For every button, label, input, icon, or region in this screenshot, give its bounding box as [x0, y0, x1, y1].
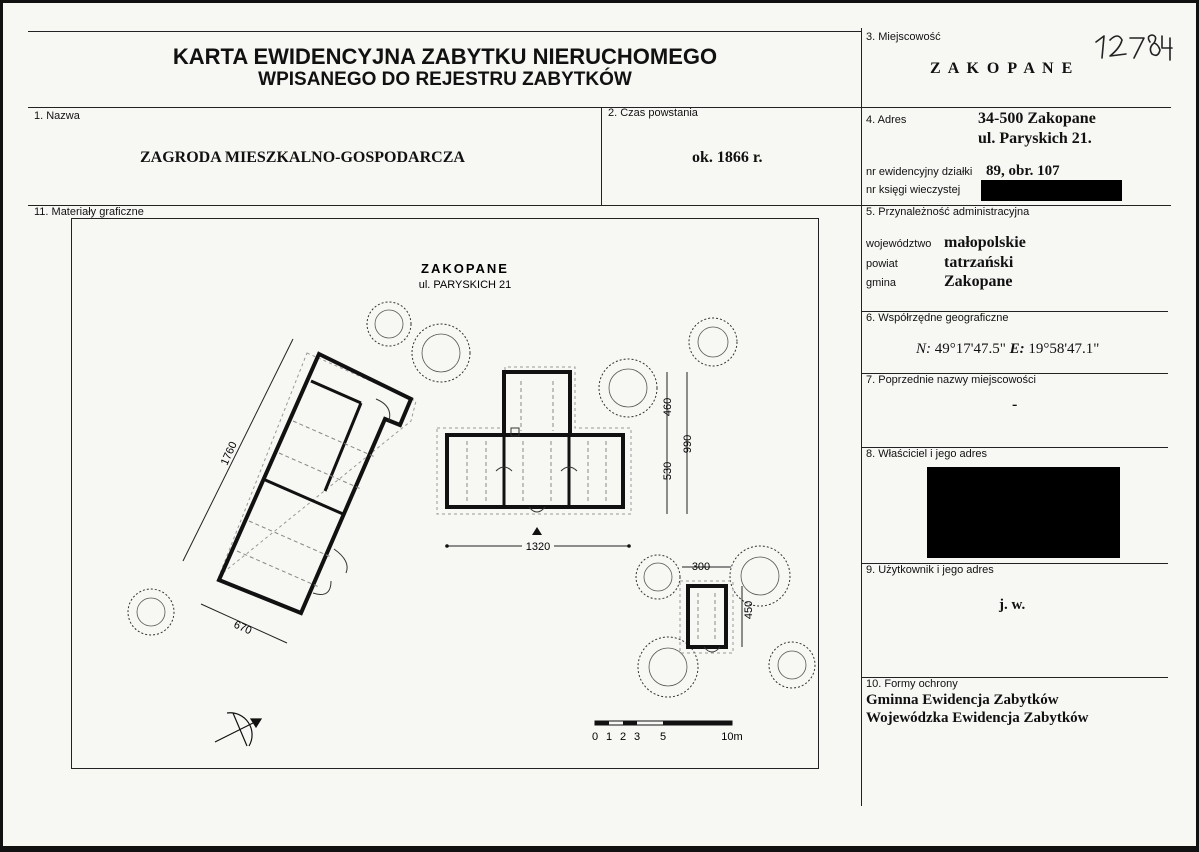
tree-icon [730, 546, 790, 606]
scale-label-1: 1 [605, 731, 613, 743]
tree-icon [636, 555, 680, 599]
field-label-wspolrzedne: 6. Współrzędne geograficzne [866, 312, 1009, 324]
field-label-wlasciciel: 8. Właściciel i jego adres [866, 448, 988, 460]
scale-label-0: 0 [591, 731, 599, 743]
plan-street-name: ul. PARYSKICH 21 [418, 279, 512, 291]
field-value-formy-1: Gminna Ewidencja Zabytków [866, 692, 1059, 708]
field-value-dzialka: 89, obr. 107 [986, 163, 1060, 179]
divider-name-date [601, 107, 602, 205]
coord-e-value: 19°58'47.1" [1028, 341, 1100, 357]
coord-e-label: E: [1009, 341, 1025, 357]
coord-n-value: 49°17'47.5" [934, 341, 1006, 357]
field-label-formy: 10. Formy ochrony [866, 678, 958, 690]
field-value-poprzednie: - [1012, 396, 1018, 413]
field-label-materialy: 11. Materiały graficzne [34, 206, 144, 218]
tree-icon [412, 324, 470, 382]
dim-label-530: 530 [662, 461, 674, 481]
field-label-wojewodztwo: województwo [866, 238, 932, 250]
dim-label-670: 670 [231, 618, 254, 638]
field-value-formy-2: Wojewódzka Ewidencja Zabytków [866, 710, 1089, 726]
dim-label-1320: 1320 [525, 541, 551, 553]
tree-icon [367, 302, 411, 346]
rule-after-title [28, 107, 1171, 108]
coord-n-label: N: [916, 341, 931, 357]
field-value-nazwa: ZAGRODA MIESZKALNO-GOSPODARCZA [140, 149, 465, 166]
tree-icon [689, 318, 737, 366]
document-title: KARTA EWIDENCYJNA ZABYTKU NIERUCHOMEGO [172, 44, 718, 69]
site-plan [71, 218, 819, 769]
field-value-adres-1: 34-500 Zakopane [978, 110, 1096, 127]
top-rule [28, 31, 862, 32]
scale-label-5: 5 [659, 731, 667, 743]
tree-icon [769, 642, 815, 688]
catalog-number-handwritten [1092, 30, 1174, 62]
redaction-ksiega [981, 180, 1122, 201]
dim-label-460: 460 [662, 397, 674, 417]
field-value-miejscowosc: Z A K O P A N E [930, 60, 1075, 77]
field-label-czas: 2. Czas powstania [608, 107, 698, 119]
field-value-uzytkownik: j. w. [999, 597, 1026, 613]
field-value-powiat: tatrzański [944, 254, 1014, 271]
field-label-ksiega: nr księgi wieczystej [866, 184, 961, 196]
tree-icon [599, 359, 657, 417]
plan-place-name: ZAKOPANE [421, 261, 509, 276]
field-value-gmina: Zakopane [944, 273, 1013, 290]
barn-building [183, 339, 416, 643]
north-arrow-icon [215, 713, 261, 746]
tree-icon [128, 589, 174, 635]
field-label-powiat: powiat [866, 258, 898, 270]
redaction-wlasciciel [927, 467, 1120, 558]
scale-bar [592, 721, 743, 743]
field-label-nazwa: 1. Nazwa [34, 110, 80, 122]
field-label-przynaleznosc: 5. Przynależność administracyjna [866, 206, 1030, 218]
entrance-marker-icon [532, 527, 542, 535]
field-label-poprzednie: 7. Poprzednie nazwy miejscowości [866, 374, 1036, 386]
field-value-adres-2: ul. Paryskich 21. [978, 130, 1092, 147]
scale-label-3: 3 [633, 731, 641, 743]
scale-label-10m: 10m [721, 731, 743, 743]
field-value-wojewodztwo: małopolskie [944, 234, 1026, 251]
document-subtitle: WPISANEGO DO REJESTRU ZABYTKÓW [258, 69, 632, 90]
outbuilding [680, 581, 733, 653]
dim-label-450: 450 [743, 600, 755, 620]
field-label-miejscowosc: 3. Miejscowość [866, 31, 941, 43]
dim-label-300: 300 [691, 561, 711, 573]
main-house [437, 367, 631, 514]
vertical-divider [861, 28, 862, 806]
field-label-gmina: gmina [866, 277, 896, 289]
scale-label-2: 2 [619, 731, 627, 743]
field-label-adres: 4. Adres [866, 114, 907, 126]
site-plan-drawing [72, 219, 820, 770]
dim-label-990: 990 [682, 434, 694, 454]
dim-label-1760: 1760 [218, 439, 240, 468]
field-value-czas: ok. 1866 r. [692, 149, 763, 166]
field-label-dzialka: nr ewidencyjny działki [866, 166, 973, 178]
field-value-wspolrzedne [916, 341, 1099, 358]
field-label-uzytkownik: 9. Użytkownik i jego adres [866, 564, 994, 576]
